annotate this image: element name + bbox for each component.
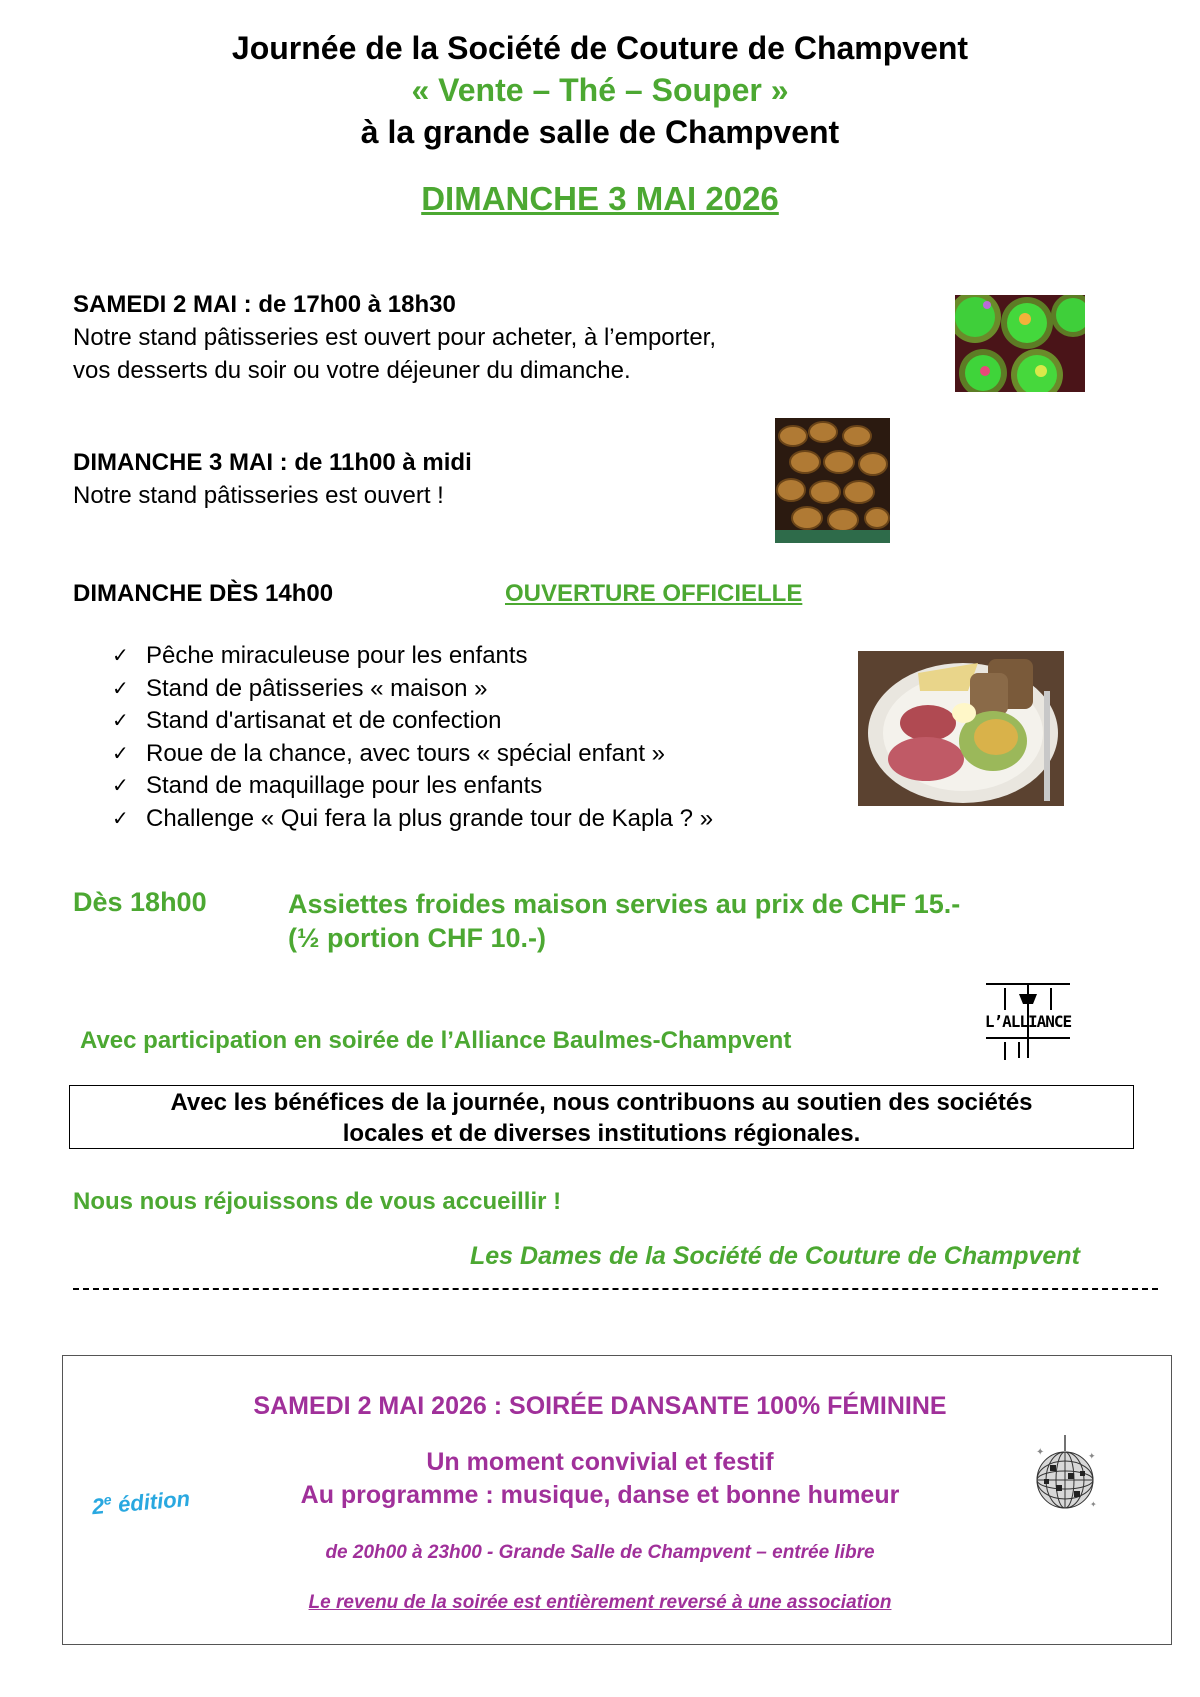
- check-icon: ✓: [112, 807, 129, 830]
- event-date: DIMANCHE 3 MAI 2026: [421, 180, 779, 217]
- soiree-title: SAMEDI 2 MAI 2026 : SOIRÉE DANSANTE 100% FÉMININE: [253, 1392, 947, 1420]
- alliance-logo: [983, 980, 1073, 1062]
- dimanche-matin-section: [73, 446, 472, 512]
- svg-text:✦: ✦: [1088, 1452, 1096, 1462]
- braided-bread-image: [775, 418, 890, 543]
- soiree-line-2: Au programme : musique, danse et bonne humeur: [300, 1481, 900, 1509]
- dashed-separator: [73, 1288, 1158, 1290]
- dimanche-matin-line-1: Notre stand pâtisseries est ouvert !: [73, 482, 444, 509]
- souper-time: Dès 18h00: [73, 887, 207, 917]
- list-item: ✓ Stand de pâtisseries « maison »: [112, 673, 713, 706]
- alliance-logo-text: L’ALLIANCE: [984, 1012, 1072, 1031]
- samedi-section: [73, 288, 716, 387]
- soiree-details: de 20h00 à 23h00 - Grande Salle de Champvent – entrée libre: [325, 1542, 875, 1563]
- check-icon: ✓: [112, 742, 129, 765]
- soiree-line-1: Un moment convivial et festif: [426, 1448, 774, 1476]
- dimanche-apres-heading: DIMANCHE DÈS 14h00: [73, 580, 334, 607]
- activities-list: [112, 640, 713, 835]
- souper-line-1: Assiettes froides maison servies au prix de CHF 15.-: [288, 889, 961, 919]
- list-item: ✓ Stand d'artisanat et de confection: [112, 705, 713, 738]
- check-icon: ✓: [112, 710, 129, 732]
- soiree-revenu: Le revenu de la soirée est entièrement reversé à une association: [308, 1592, 892, 1613]
- benefices-box: [69, 1085, 1134, 1149]
- tartlets-drawing: [955, 295, 1085, 392]
- samedi-heading: SAMEDI 2 MAI : de 17h00 à 18h30: [73, 291, 456, 318]
- check-icon: ✓: [112, 775, 129, 797]
- braided-bread-drawing: [775, 418, 890, 543]
- dimanche-matin-heading: DIMANCHE 3 MAI : de 11h00 à midi: [73, 449, 472, 476]
- benefices-line-1: Avec les bénéfices de la journée, nous contribuons au soutien des sociétés: [170, 1089, 1033, 1116]
- disco-ball-drawing: [1030, 1435, 1100, 1515]
- welcome-text: Nous nous réjouissons de vous accueillir !: [73, 1188, 562, 1215]
- ouverture-officielle: OUVERTURE OFFICIELLE: [505, 580, 803, 607]
- svg-text:✦: ✦: [1036, 1447, 1045, 1458]
- cold-plate-image: [858, 651, 1064, 806]
- disco-ball-icon: [1030, 1435, 1100, 1515]
- check-icon: ✓: [112, 645, 129, 667]
- alliance-text: Avec participation en soirée de l’Alliance Baulmes-Champvent: [80, 1027, 792, 1054]
- title-line-2: « Vente – Thé – Souper »: [411, 72, 789, 108]
- tartlets-image: [955, 295, 1085, 392]
- samedi-line-2: vos desserts du soir ou votre déjeuner du dimanche.: [73, 357, 631, 384]
- signature: Les Dames de la Société de Couture de Champvent: [470, 1242, 1080, 1270]
- list-item: ✓ Roue de la chance, avec tours « spécial enfant »: [112, 738, 713, 771]
- edition-badge: 2e édition: [90, 1485, 192, 1520]
- list-item: ✓ Challenge « Qui fera la plus grande tour de Kapla ? »: [112, 803, 713, 836]
- list-item: ✓ Pêche miraculeuse pour les enfants: [112, 640, 713, 673]
- title-line-1: Journée de la Société de Couture de Champvent: [231, 30, 969, 66]
- cold-plate-drawing: [858, 651, 1064, 806]
- svg-text:✦: ✦: [1090, 1500, 1097, 1509]
- souper-line-2: (½ portion CHF 10.-): [288, 923, 546, 953]
- samedi-line-1: Notre stand pâtisseries est ouvert pour acheter, à l’emporter,: [73, 324, 716, 351]
- benefices-line-2: locales et de diverses institutions régionales.: [342, 1120, 861, 1147]
- check-icon: ✓: [112, 677, 129, 700]
- list-item: ✓ Stand de maquillage pour les enfants: [112, 770, 713, 803]
- title-line-3: à la grande salle de Champvent: [360, 114, 840, 150]
- souper-details: [288, 887, 960, 955]
